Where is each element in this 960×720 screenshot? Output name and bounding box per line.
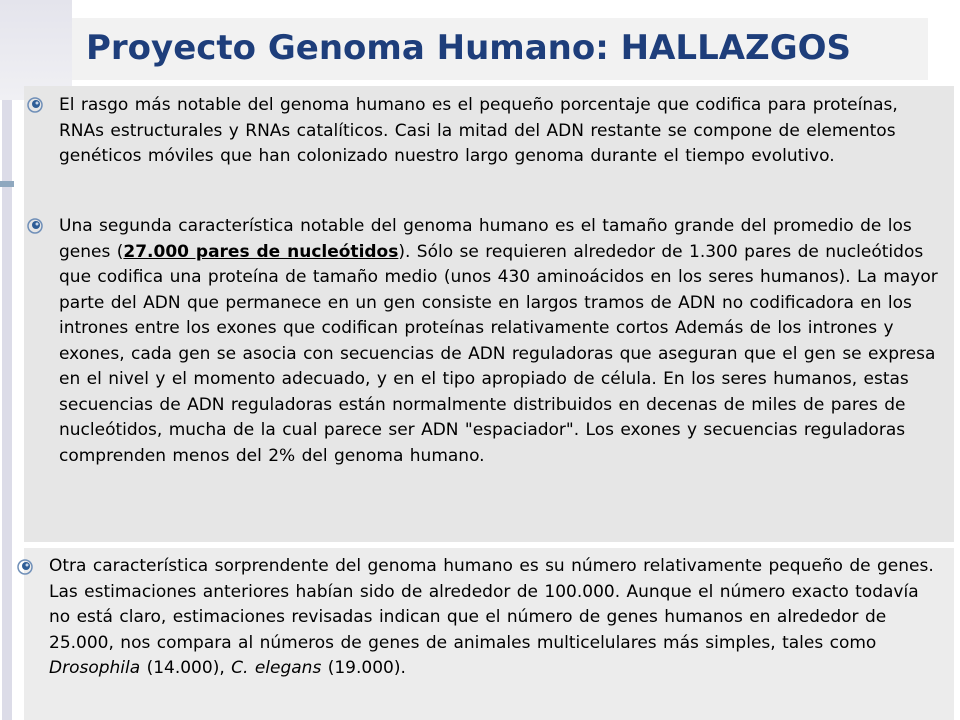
left-decorative-bar: [0, 0, 12, 720]
side-tick-mark: [0, 181, 14, 187]
bullet-paragraph: [49, 554, 939, 682]
bullet-text: (14.000),: [140, 658, 232, 678]
swirl-bullet-icon: [16, 558, 34, 576]
bullet-text: Una segunda característica notable del genoma humano es el tamaño grande del promedio de los genes (: [59, 216, 912, 262]
bullet-paragraph: [59, 93, 939, 170]
bullet-text: El rasgo más notable del genoma humano es el pequeño porcentaje que codifica para proteínas, RNAs estructurales y RNAs catalíticos. Casi la mitad del ADN restante se compone de elementos genéticos móviles que han colonizado nuestro largo genoma durante el tiempo evolutivo.: [59, 95, 898, 166]
bullet-text: ). Sólo se requieren alrededor de 1.300 pares de nucleótidos que codifica una proteína de tamaño medio (unos 430 aminoácidos en los seres humanos). La mayor parte del ADN que permanece en un gen consiste en largos tramos de ADN no codificadora en los intrones entre los exones que codifican proteínas relativamente cortos Además de los intrones y exones, cada gen se asocia con secuencias de ADN reguladoras que aseguran que el gen se expresa en el nivel y el momento adecuado, y en el tipo apropiado de célula. En los seres humanos, estas secuencias de ADN reguladoras están normalmente distribuidos en decenas de miles de pares de nucleótidos, mucha de la cual parece ser ADN "espaciador". Los exones y secuencias reguladoras comprenden menos del 2% del genoma humano.: [59, 241, 938, 466]
swirl-bullet-icon: [26, 217, 44, 235]
corner-decoration: [0, 0, 72, 100]
species-name: C. elegans: [231, 658, 322, 678]
bullet-text: (19.000).: [321, 658, 406, 678]
slide-title: Proyecto Genoma Humano: HALLAZGOS: [86, 28, 851, 68]
bullet-paragraph: [59, 214, 945, 469]
bullet-text: Otra característica sorprendente del genoma humano es su número relativamente pequeño de genes. Las estimaciones anteriores habían sido de alrededor de 100.000. Aunque el número exacto todavía no está claro, estimaciones revisadas indican que el número de genes humanos en alrededor de 25.000, nos compara al números de genes de animales multicelulares más simples, tales como: [49, 556, 934, 653]
species-name: Drosophila: [49, 658, 141, 678]
highlighted-value: 27.000 pares de nucleótidos: [123, 241, 399, 262]
swirl-bullet-icon: [26, 96, 44, 114]
